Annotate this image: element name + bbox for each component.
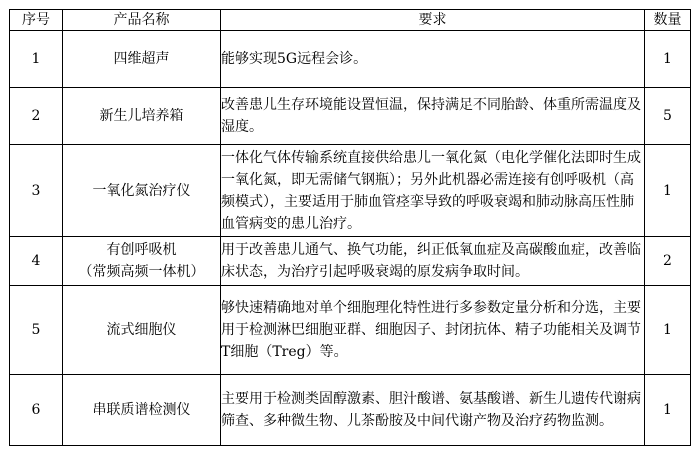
table-row	[10, 286, 691, 375]
row-requirement: 用于改善患儿通气、换气功能，纠正低氧血症及高碳酸血症，改善临床状态，为治疗引起呼吸衰竭的原发病争取时间。	[221, 237, 645, 286]
row-quantity: 1	[645, 375, 691, 446]
equipment-requirements-table	[9, 9, 691, 446]
product-name-line: 流式细胞仪	[106, 322, 177, 338]
row-index: 1	[10, 31, 63, 88]
header-requirement: 要求	[221, 10, 645, 31]
table-header	[10, 10, 691, 31]
header-index: 序号	[10, 10, 63, 31]
table-row	[10, 237, 691, 286]
header-row	[10, 10, 691, 31]
row-product-name	[63, 375, 221, 446]
row-quantity: 1	[645, 145, 691, 237]
row-quantity: 5	[645, 88, 691, 145]
row-requirement: 主要用于检测类固醇激素、胆汁酸谱、氨基酸谱、新生儿遗传代谢病筛查、多种微生物、儿茶酚胺及中间代谢产物及治疗药物监测。	[221, 375, 645, 446]
product-name-line: 有创呼吸机	[106, 242, 177, 258]
product-name-line: 串联质谱检测仪	[92, 402, 191, 418]
row-product-name	[63, 88, 221, 145]
row-requirement: 够快速精确地对单个细胞理化特性进行多参数定量分析和分选，主要用于检测淋巴细胞亚群、细胞因子、封闭抗体、精子功能相关及调节T细胞（Treg）等。	[221, 286, 645, 375]
row-quantity: 1	[645, 31, 691, 88]
row-requirement: 改善患儿生存环境能设置恒温，保持满足不同胎龄、体重所需温度及湿度。	[221, 88, 645, 145]
table-row	[10, 31, 691, 88]
product-name-subline: （常频高频一体机）	[78, 264, 205, 280]
row-product-name	[63, 237, 221, 286]
row-index: 3	[10, 145, 63, 237]
table-row	[10, 145, 691, 237]
table-body	[10, 31, 691, 446]
product-name-line: 一氧化氮治疗仪	[92, 182, 191, 199]
row-index: 5	[10, 286, 63, 375]
header-product-name: 产品名称	[63, 10, 221, 31]
header-quantity: 数量	[645, 10, 691, 31]
row-index: 6	[10, 375, 63, 446]
row-index: 2	[10, 88, 63, 145]
row-quantity: 2	[645, 237, 691, 286]
row-index: 4	[10, 237, 63, 286]
row-requirement: 能够实现5G远程会诊。	[221, 31, 645, 88]
row-quantity: 1	[645, 286, 691, 375]
row-product-name	[63, 145, 221, 237]
row-requirement: 一体化气体传输系统直接供给患儿一氧化氮（电化学催化法即时生成一氧化氮，即无需储气钢瓶）；另外此机器必需连接有创呼吸机（高频模式），主要适用于肺血管痉挛导致的呼吸衰竭和肺动脉高压性肺血管病变的患儿治疗。	[221, 145, 645, 237]
product-name-line: 新生儿培养箱	[99, 108, 184, 124]
product-name-line: 四维超声	[113, 51, 170, 67]
row-product-name	[63, 31, 221, 88]
table-row	[10, 88, 691, 145]
row-product-name	[63, 286, 221, 375]
table-row	[10, 375, 691, 446]
